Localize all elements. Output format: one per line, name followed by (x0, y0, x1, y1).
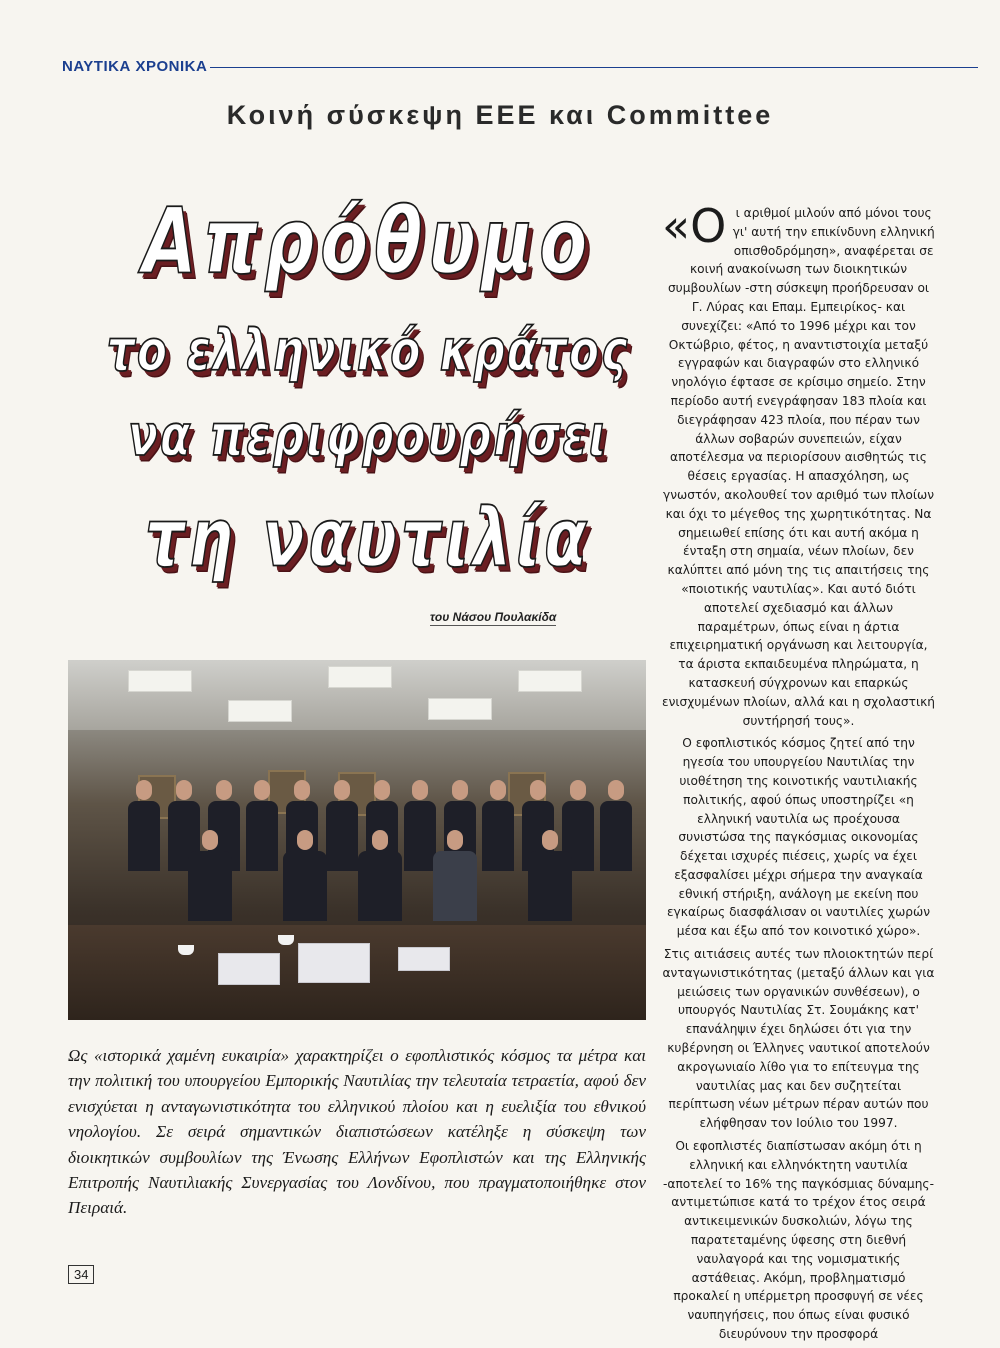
article-body (662, 199, 936, 1348)
magazine-brand: ΝΑΥΤΙΚΑ ΧΡΟΝΙΚΑ (62, 58, 208, 75)
headline-line-3: να περιφρουρήσει (127, 403, 609, 470)
coffee-cup (278, 935, 294, 945)
meeting-photo (68, 660, 646, 1020)
headline-line-1: Απρόθυμο (142, 188, 594, 295)
ceiling-light (128, 670, 192, 692)
person (283, 830, 327, 921)
document-papers (218, 953, 280, 985)
coffee-cup (178, 945, 194, 955)
ceiling-light (518, 670, 582, 692)
body-paragraph: Ο εφοπλιστικός κόσμος ζητεί από την ηγεσία του υπουργείου Ναυτιλίας την υιοθέτηση της κοινοτικής ναυτιλιακής πολιτικής, αφού όπως υποστηρίζει «η ελληνική ναυτιλία ως πρoέχουσα συνιστώσα της παγκόσμιας οικονομίας δέχεται ισχυρές πιέσεις, χωρίς να έχει εξασφαλίσει μέχρι σήμερα την αναγκαία εθνική στήριξη, ανάλογη με εκείνη που εγκαίρως διασφάλισαν οι ναυτιλίες χωρών μέσα και έξω από τον κοινοτικό χώρο». (666, 736, 931, 939)
document-papers (398, 947, 450, 971)
ceiling-light (228, 700, 292, 722)
person (433, 830, 477, 921)
conference-table (68, 925, 646, 1020)
page-number: 34 (68, 1265, 94, 1284)
photo-ceiling (68, 660, 646, 730)
body-paragraph: Στις αιτιάσεις αυτές των πλοιοκτητών περί ανταγωνιστικότητας (μεταξύ άλλων και για μειώσεις των οργανικών συνθέσεων), ο υπουργός Ναυτιλίας Στ. Σουμάκης κατ' επανάληψιν έχει δηλώσει ότι για την κυβέρνηση οι Έλληνες ναυτικοί αποτελούν ακρογωνιαίο λίθο για το επίτευγμα της ναυτιλίας μας και δεν συζητείται περίπτωση νέων μέτρων πέραν αυτών που ελήφθησαν τον Ιούλιο του 1997. (662, 947, 935, 1131)
person (528, 830, 572, 921)
article-kicker: Κοινή σύσκεψη ΕΕΕ και Committee (226, 100, 774, 130)
article-lead: Ως «ιστορικά χαμένη ευκαιρία» χαρακτηρίζει ο εφοπλιστικός κόσμος τα μέτρα και την πολιτική του υπουργείου Εμπορικής Ναυτιλίας την τελευταία τετραετία, αφού δεν ενισχύεται η ανταγωνιστικότητα του ελληνικού πλοίου και η ευελιξία του εθνικού νηολογίου. Σε σειρά σημαντικών διαπιστώσεων κατέληξε η σύσκεψη των διοικητικών συμβουλίων της Ένωσης Ελλήνων Εφοπλιστών και της Ελληνικής Επιτροπής Ναυτιλιακής Συνεργασίας του Λονδίνου, που πραγματοποιήθηκε στον Πειραιά. (68, 1046, 646, 1218)
drop-cap: «Ο (662, 199, 727, 253)
document-papers (298, 943, 370, 983)
byline: του Νάσου Πουλακίδα (430, 610, 557, 624)
headline-line-4: τη ναυτιλία (145, 490, 591, 585)
headline-line-2: το ελληνικό κράτος (106, 318, 630, 385)
body-paragraph: «Οι αριθμοί μιλούν από μόνοι τους γι' αυτή την επικίνδυνη ελληνική οπισθοδρόμηση», αναφέρεται σε κοινή ανακοίνωση των διοικητικών συμβουλίων -στη σύσκεψη προήδρευσαν οι Γ. Λύρας και Επαμ. Εμπειρίκος- και συνεχίζει: «Από το 1996 μέχρι και τον Οκτώβριο, φέτος, η αναντιστοιχία μεταξύ εγγραφών και διαγραφών στο ελληνικό νηολόγιο έφτασε σε κρίσιμο σημείο. Στην περίοδο αυτή ενεγράφησαν 183 πλοία και διεγράφησαν 423 πλοία, που πέραν των άλλων σοβαρών συνεπειών, είχαν αποτέλεσμα να περιορίσουν αισθητώς τις θέσεις εργασίας. Η απασχόληση, ως γνωστόν, ακολουθεί τον αριθμό των πλοίων και όχι το μέγεθος της χωρητικότητας. Να σημειωθεί επίσης ότι και αυτή ακόμα η ένταξη στη σημαία, νέων πλοίων, δεν καλύπτει από μόνη της τις απαιτήσεις της «ποιοτικής ναυτιλίας». Και αυτό διότι αποτελεί σχεδιασμό και άλλων παραμέτρων, όπως είναι η άρτια επιχειρηματική οργάνωση και λειτουργία, τα άριστα εκπαιδευμένα πληρώματα, η κατασκευή σύγχρονων και επαρκώς ενισχυμένων πλοίων, αλλά και η σχολαστική συντήρησή τους». (662, 199, 936, 728)
header-rule (210, 67, 978, 68)
person (358, 830, 402, 921)
ceiling-light (428, 698, 492, 720)
ceiling-light (328, 666, 392, 688)
person (188, 830, 232, 921)
body-paragraph: Οι εφοπλιστές διαπίστωσαν ακόμη ότι η ελληνική και ελληνόκτητη ναυτιλία -αποτελεί το 16% της παγκόσμιας δύναμης- αντιμετώπισε κατά το τρέχον έτος σειρά αντικειμενικών δυσκολιών, λόγω της παρατεταμένης ύφεσης στη διεθνή ναυλαγορά και της νομισματικής αστάθειας. Ακόμη, προβληματισμό προκαλεί η υπέρμετρη προσφυγή σε νέες ναυπηγήσεις, που όπως είναι φυσικό διευρύνουν την προσφορά (663, 1139, 934, 1342)
